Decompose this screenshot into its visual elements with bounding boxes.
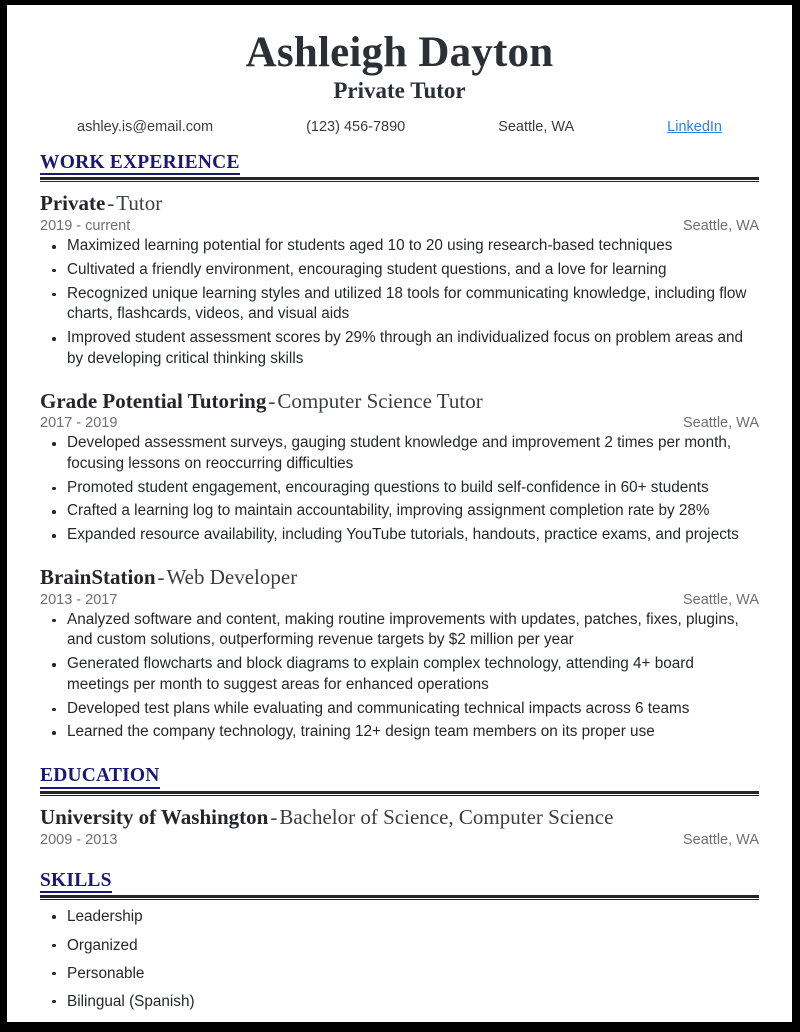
bullet-item: Learned the company technology, training 12+ design team members on its proper use bbox=[40, 722, 759, 743]
skill-item: Leadership bbox=[40, 906, 759, 928]
resume-header bbox=[40, 5, 759, 135]
entry-separator: - bbox=[107, 191, 115, 216]
entry-location: Seattle, WA bbox=[682, 218, 759, 235]
contact-email[interactable]: ashley.is@email.com bbox=[77, 118, 214, 135]
entry-meta bbox=[40, 218, 759, 234]
entry-dates: 2013 - 2017 bbox=[40, 591, 118, 608]
entry-organization: University of Washington bbox=[40, 804, 269, 829]
section-divider bbox=[40, 895, 759, 900]
section-title-wrap bbox=[40, 765, 759, 789]
bullet-item: Analyzed software and content, making routine improvements with updates, patches, fixes, plugins, and custom solutions, outperforming revenue targets by $2 million per year bbox=[40, 610, 759, 651]
contact-row bbox=[40, 119, 759, 135]
entry-bullet-list bbox=[40, 433, 759, 546]
entry-heading bbox=[40, 805, 759, 830]
bullet-item: Maximized learning potential for students aged 10 to 20 using research-based techniques bbox=[40, 236, 759, 257]
section-title-work: WORK EXPERIENCE bbox=[40, 152, 240, 176]
bullet-item: Improved student assessment scores by 29% through an individualized focus on problem areas and by developing critical thinking skills bbox=[40, 328, 759, 369]
entry-location: Seattle, WA bbox=[682, 591, 759, 608]
section-title-skills: SKILLS bbox=[40, 870, 112, 894]
full-name: Ashleigh Dayton bbox=[245, 29, 554, 76]
entry-heading bbox=[40, 389, 759, 414]
entry-organization: BrainStation bbox=[40, 564, 156, 589]
entry-separator: - bbox=[157, 564, 165, 589]
entry-role: Web Developer bbox=[166, 564, 298, 589]
entry-heading bbox=[40, 191, 759, 216]
entry-location: Seattle, WA bbox=[682, 831, 759, 848]
bullet-item: Developed assessment surveys, gauging student knowledge and improvement 2 times per month, focusing lessons on reoccurring difficulties bbox=[40, 433, 759, 474]
work-entry bbox=[40, 565, 759, 743]
resume-page bbox=[7, 5, 792, 1022]
entry-separator: - bbox=[268, 388, 276, 413]
section-work-experience bbox=[40, 152, 759, 743]
section-title-wrap bbox=[40, 152, 759, 176]
entry-meta bbox=[40, 832, 759, 848]
bullet-item: Promoted student engagement, encouraging questions to build self-confidence in 60+ students bbox=[40, 478, 759, 499]
section-divider bbox=[40, 791, 759, 796]
entry-dates: 2017 - 2019 bbox=[40, 415, 118, 432]
entry-separator: - bbox=[270, 804, 278, 829]
entry-bullet-list bbox=[40, 610, 759, 743]
entry-dates: 2009 - 2013 bbox=[40, 831, 118, 848]
section-divider bbox=[40, 177, 759, 182]
entry-organization: Private bbox=[40, 191, 106, 216]
work-entry bbox=[40, 389, 759, 546]
section-education bbox=[40, 765, 759, 848]
entry-degree: Bachelor of Science, Computer Science bbox=[279, 804, 614, 829]
work-entry bbox=[40, 191, 759, 369]
entry-dates: 2019 - current bbox=[40, 218, 131, 235]
skill-item: Bilingual (Spanish) bbox=[40, 991, 759, 1013]
bullet-item: Expanded resource availability, including YouTube tutorials, handouts, practice exams, and projects bbox=[40, 525, 759, 546]
skill-item: Personable bbox=[40, 963, 759, 985]
section-skills bbox=[40, 870, 759, 1014]
bullet-item: Developed test plans while evaluating and communicating technical impacts across 6 teams bbox=[40, 699, 759, 720]
entry-meta bbox=[40, 592, 759, 608]
section-title-education: EDUCATION bbox=[40, 765, 160, 789]
contact-location: Seattle, WA bbox=[498, 118, 575, 135]
entry-role: Tutor bbox=[116, 191, 163, 216]
skill-item: Organized bbox=[40, 935, 759, 957]
entry-meta bbox=[40, 415, 759, 431]
linkedin-link[interactable]: LinkedIn bbox=[667, 118, 722, 135]
job-title: Private Tutor bbox=[333, 77, 466, 103]
entry-heading bbox=[40, 565, 759, 590]
bullet-item: Recognized unique learning styles and utilized 18 tools for communicating knowledge, including flow charts, flashcards, videos, and visual aids bbox=[40, 284, 759, 325]
entry-organization: Grade Potential Tutoring bbox=[40, 388, 267, 413]
section-title-wrap bbox=[40, 870, 759, 894]
entry-role: Computer Science Tutor bbox=[277, 388, 483, 413]
entry-location: Seattle, WA bbox=[682, 415, 759, 432]
bullet-item: Cultivated a friendly environment, encouraging student questions, and a love for learning bbox=[40, 260, 759, 281]
entry-bullet-list bbox=[40, 236, 759, 369]
education-entry bbox=[40, 805, 759, 848]
contact-phone[interactable]: (123) 456-7890 bbox=[306, 118, 406, 135]
bullet-item: Generated flowcharts and block diagrams to explain complex technology, attending 4+ board meetings per month to suggest areas for enhanced operations bbox=[40, 654, 759, 695]
skills-list bbox=[40, 906, 759, 1013]
bullet-item: Crafted a learning log to maintain accountability, improving assignment completion rate by 28% bbox=[40, 501, 759, 522]
